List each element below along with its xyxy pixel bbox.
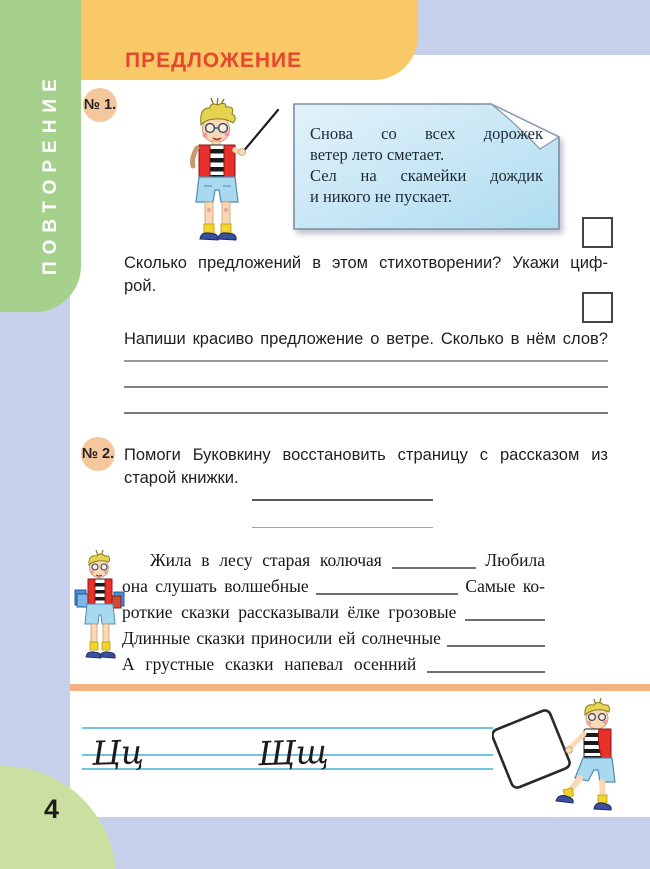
blank-sign — [492, 709, 571, 790]
boy-sign-illustration — [492, 698, 644, 812]
story-paragraph — [122, 547, 545, 677]
instruction-line: Помоги Буковкину восстановить страницу с рассказом из — [124, 446, 608, 464]
fill-in-blank[interactable] — [447, 643, 545, 647]
page-title: ПРЕДЛОЖЕНИЕ — [125, 49, 303, 72]
story-text: она слушать волшебные — [122, 576, 309, 596]
story-title-line[interactable] — [252, 527, 433, 528]
writing-line[interactable] — [124, 360, 608, 362]
boy-torso — [88, 579, 112, 605]
boy-torso — [566, 729, 611, 759]
fill-in-blank[interactable] — [465, 617, 545, 621]
fill-in-blank[interactable] — [427, 669, 545, 673]
writing-line[interactable] — [124, 386, 608, 388]
answer-box-sentences-count[interactable] — [582, 217, 613, 248]
question-line: Сколько предложений в этом стихотворении? Укажи циф- — [124, 254, 608, 272]
cursive-sample-ts: Цц — [91, 732, 145, 773]
task-1-question-2: Напиши красиво предложение о ветре. Сколько в нём слов? — [124, 330, 608, 348]
poem-line: Сел на скамейки дождик — [310, 166, 543, 185]
poem-text — [310, 123, 543, 207]
story-line — [122, 599, 545, 625]
boy-pointer-illustration — [160, 98, 285, 243]
poem-line: Снова со всех дорожек — [310, 124, 543, 143]
fill-in-blank[interactable] — [392, 565, 476, 569]
ruled-line — [82, 727, 493, 729]
sidebar-section-label: ПОВТОРЕНИЕ — [40, 72, 61, 275]
boy-torso — [193, 141, 246, 178]
page-number: 4 — [44, 794, 60, 824]
task-1-question-1 — [124, 252, 608, 298]
cursive-sample-shch: Щщ — [257, 731, 330, 774]
boy-legs — [85, 604, 115, 658]
instruction-line: старой книжки. — [124, 469, 239, 487]
story-text: роткие сказки рассказывали ёлке грозовые — [122, 602, 457, 622]
story-line — [122, 651, 545, 677]
story-text: Жила в лесу старая колючая — [150, 550, 382, 570]
task-2-instruction — [124, 444, 608, 490]
story-text: Самые ко- — [465, 576, 546, 596]
poem-note — [293, 103, 561, 231]
boy-head — [585, 698, 610, 729]
story-text: Длинные сказки приносили ей солнечные — [122, 628, 441, 648]
question-line: рой. — [124, 277, 157, 295]
sidebar-tab — [0, 0, 81, 312]
poem-line: и никого не пускает. — [310, 187, 452, 206]
writing-line[interactable] — [124, 412, 608, 414]
boy-head — [89, 550, 110, 578]
story-title-line[interactable] — [252, 499, 433, 501]
boy-legs — [196, 177, 238, 240]
story-line — [122, 547, 545, 573]
boy-books-illustration — [74, 550, 126, 665]
story-text: Любила — [485, 550, 545, 570]
task-1-badge: № 1. — [83, 88, 117, 122]
story-text: А грустные сказки напевал осенний — [122, 654, 417, 674]
section-divider — [70, 684, 650, 691]
header-tab — [72, 0, 418, 80]
fill-in-blank[interactable] — [316, 591, 458, 595]
pointer-stick — [242, 110, 278, 153]
poem-line: ветер лето сметает. — [310, 145, 445, 164]
story-line — [122, 573, 545, 599]
story-line — [122, 625, 545, 651]
boy-head — [201, 98, 236, 143]
task-2-badge: № 2. — [81, 437, 115, 471]
